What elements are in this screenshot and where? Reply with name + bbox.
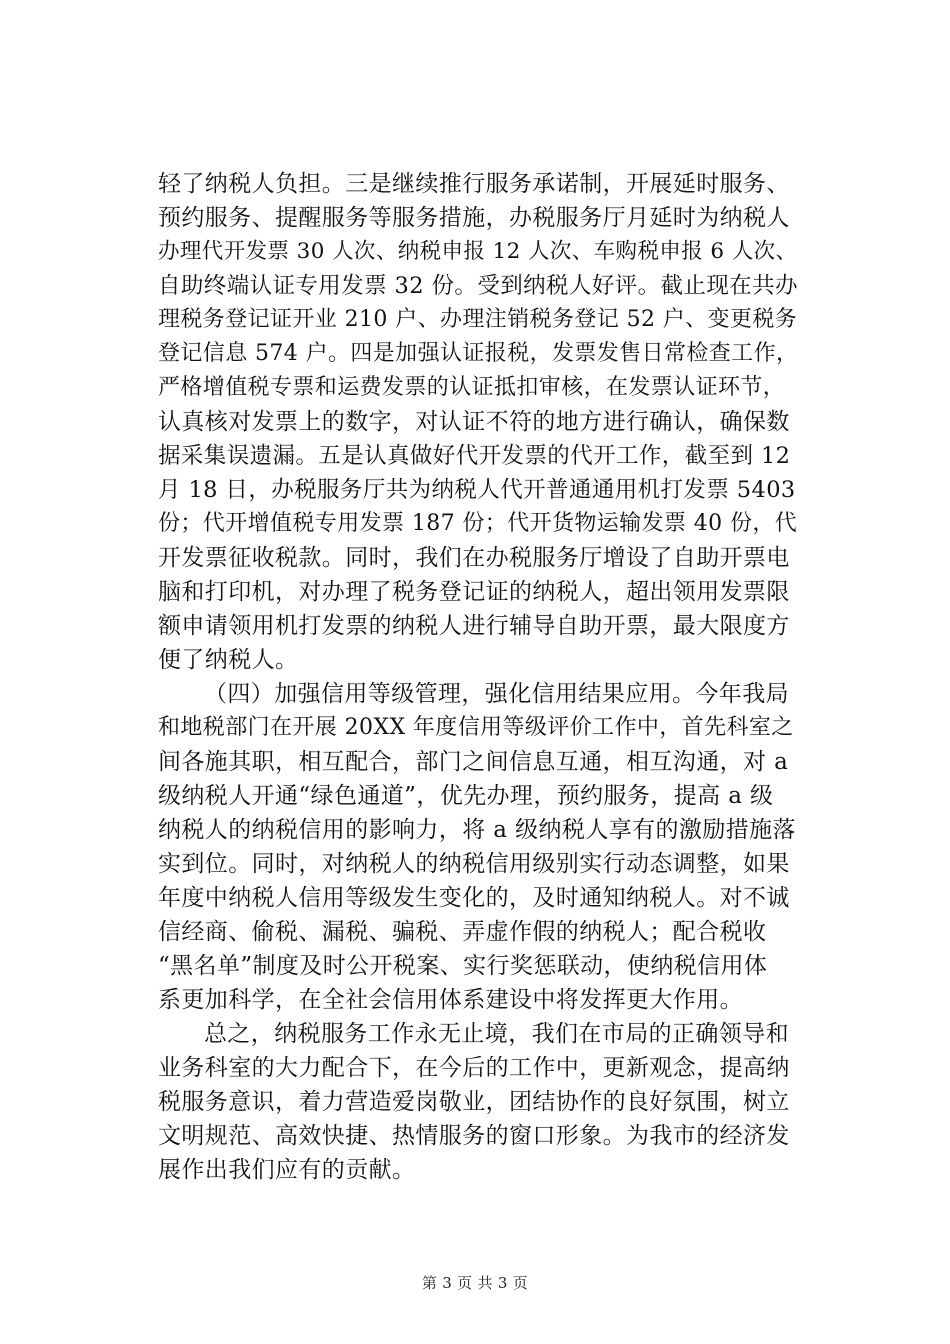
text-line: 级纳税人开通“绿色通道”，优先办理，预约服务，提高 a 级	[158, 783, 774, 809]
text-line: 预约服务、提醒服务等服务措施，办税服务厅月延时为纳税人	[158, 205, 790, 231]
text-line: 严格增值税专票和运费发票的认证抵扣审核，在发票认证环节，	[158, 375, 786, 400]
text-line: 信经商、偷税、漏税、骗税、弄虚作假的纳税人；配合税收	[158, 919, 767, 945]
text-line: 展作出我们应有的贡献。	[158, 1157, 416, 1183]
text-line: 业务科室的大力配合下，在今后的工作中，更新观念，提高纳	[158, 1055, 790, 1081]
text-line: 开发票征收税款。同时，我们在办税服务厅增设了自助开票电	[158, 545, 790, 571]
paragraph-start-line: 总之，纳税服务工作永无止境，我们在市局的正确领导和	[204, 1021, 789, 1047]
text-line: 轻了纳税人负担。三是继续推行服务承诺制，开展延时服务、	[158, 171, 790, 197]
text-line: 办理代开发票 30 人次、纳税申报 12 人次、车购税申报 6 人次、	[158, 239, 798, 264]
text-line: 认真核对发票上的数字，对认证不符的地方进行确认，确保数	[158, 409, 790, 435]
text-line: 额申请领用机打发票的纳税人进行辅导自助开票，最大限度方	[158, 613, 790, 639]
text-line: 自助终端认证专用发票 32 份。受到纳税人好评。截止现在共办	[158, 273, 798, 299]
text-line: 纳税人的纳税信用的影响力，将 a 级纳税人享有的激励措施落	[158, 817, 796, 843]
text-line: 年度中纳税人信用等级发生变化的，及时通知纳税人。对不诚	[158, 885, 790, 911]
text-line: 间各施其职，相互配合，部门之间信息互通，相互沟通，对 a	[158, 749, 789, 775]
text-line: 月 18 日，办税服务厅共为纳税人代开普通通用机打发票 5403	[158, 477, 796, 503]
text-line: 便了纳税人。	[158, 647, 299, 673]
text-line: 理税务登记证开业 210 户、办理注销税务登记 52 户、变更税务	[158, 307, 798, 332]
text-line: 文明规范、高效快捷、热情服务的窗口形象。为我市的经济发	[158, 1123, 790, 1149]
text-line: 税服务意识，着力营造爱岗敬业，团结协作的良好氛围，树立	[158, 1089, 790, 1115]
document-body	[158, 167, 798, 1187]
text-line: 和地税部门在开展 20XX 年度信用等级评价工作中，首先科室之	[158, 715, 794, 740]
text-line: “黑名单”制度及时公开税案、实行奖惩联动，使纳税信用体	[158, 953, 768, 979]
page-footer: 第 3 页 共 3 页	[421, 1274, 529, 1292]
text-line: 登记信息 574 户。四是加强认证报税，发票发售日常检查工作，	[158, 341, 799, 366]
text-line: 系更加科学，在全社会信用体系建设中将发挥更大作用。	[158, 987, 743, 1013]
text-line: 脑和打印机，对办理了税务登记证的纳税人，超出领用发票限	[158, 579, 790, 605]
text-line: 据采集误遗漏。五是认真做好代开发票的代开工作，截至到 12	[158, 443, 791, 469]
text-line: 实到位。同时，对纳税人的纳税信用级别实行动态调整，如果	[158, 851, 790, 877]
paragraph-start-line: （四）加强信用等级管理，强化信用结果应用。今年我局	[204, 681, 789, 707]
text-line: 份；代开增值税专用发票 187 份；代开货物运输发票 40 份，代	[158, 511, 798, 536]
